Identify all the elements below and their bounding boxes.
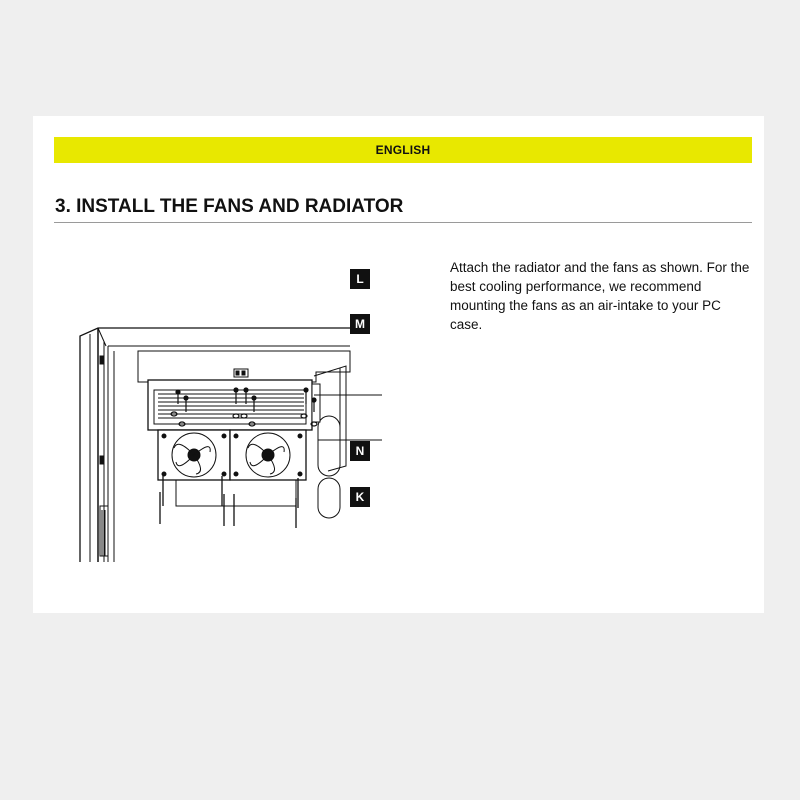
fans-drawing — [158, 430, 306, 480]
callout-n-text: N — [355, 444, 365, 458]
callout-m — [350, 314, 370, 334]
manual-page — [33, 116, 764, 613]
callout-l — [350, 269, 370, 289]
radiator-installation-illustration — [78, 266, 388, 566]
bottom-screws-drawing — [160, 476, 298, 528]
instructions-text: Attach the radiator and the fans as shown. For the best cooling performance, we recommend mounting the fans as an air-intake to your PC case. — [450, 260, 750, 332]
callout-n — [350, 441, 370, 461]
language-banner — [54, 137, 752, 163]
callout-k-text: K — [355, 490, 365, 504]
title-divider — [54, 222, 752, 223]
radiator-drawing — [148, 380, 320, 430]
callout-l-text: L — [356, 272, 364, 286]
language-label: ENGLISH — [375, 143, 431, 157]
callout-k — [350, 487, 370, 507]
callout-labels — [349, 268, 371, 508]
section-title: 3. INSTALL THE FANS AND RADIATOR — [55, 196, 404, 217]
callout-m-text: M — [355, 317, 365, 331]
